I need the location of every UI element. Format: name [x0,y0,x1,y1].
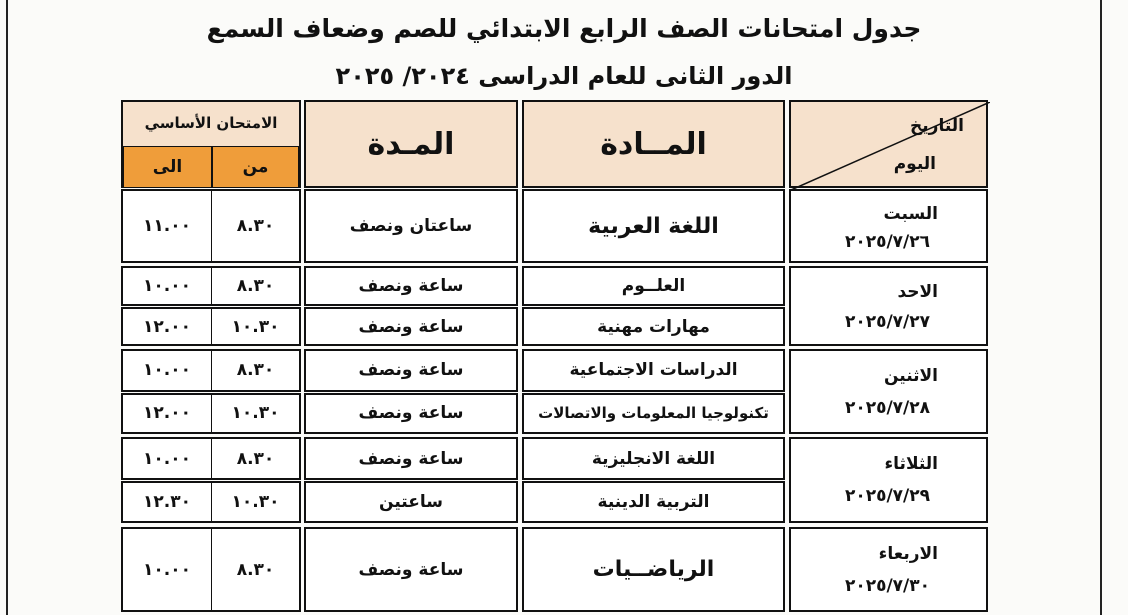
subject-name: العلــوم [621,276,686,296]
time-cells [121,307,301,346]
duration-cell [304,307,518,346]
header-duration-label: المـدة [367,126,455,162]
duration-cell [304,481,518,523]
time-cells [121,527,301,612]
day-name: الاثنين [883,366,938,386]
time-cells [121,266,301,306]
subject-cell [522,481,785,523]
end-time: ١١.٠٠ [123,191,212,261]
duration-value: ساعة ونصف [358,360,464,381]
subject-name: اللغة الانجليزية [591,448,716,469]
subject-name: التربية الدينية [597,492,710,512]
time-cells [121,189,301,263]
header-date-day [789,100,988,188]
end-time: ١٢.٠٠ [123,309,212,344]
header-to: الى [123,146,212,188]
end-time: ١٠.٠٠ [123,529,212,610]
header-main-exam-label: الامتحان الأساسي [144,114,278,132]
time-cells [121,437,301,480]
duration-value: ساعة ونصف [358,559,464,580]
header-subject [522,100,785,188]
subject-cell [522,393,785,435]
duration-cell [304,189,518,263]
time-cells [121,481,301,523]
end-time: ١٠.٠٠ [123,351,212,390]
page-subtitle: الدور الثانى للعام الدراسى ٢٠٢٤/ ٢٠٢٥ [335,62,793,90]
end-time: ١٠.٠٠ [123,268,212,304]
header-date-label: التاريخ [910,116,964,136]
duration-cell [304,527,518,612]
start-time: ٨.٣٠ [236,216,275,236]
subject-name: اللغة العربية [588,213,719,239]
subject-cell [522,437,785,480]
duration-value: ساعتين [379,492,443,512]
day-date: ٢٠٢٥/٧/٣٠ [844,576,930,596]
header-from: من [212,146,299,188]
header-subject-label: المــادة [600,126,707,162]
end-time: ١٠.٠٠ [123,439,212,478]
duration-value: ساعة ونصف [358,403,464,424]
subject-cell [522,349,785,392]
subject-cell [522,266,785,306]
header-main-exam [121,100,301,188]
time-cells [121,349,301,392]
subject-cell [522,307,785,346]
day-name: الاربعاء [878,544,938,564]
duration-value: ساعتان ونصف [349,216,473,236]
duration-value: ساعة ونصف [358,448,464,469]
day-date: ٢٠٢٥/٧/٢٦ [844,232,930,252]
duration-cell [304,266,518,306]
time-cells [121,393,301,435]
subject-cell [522,189,785,263]
page-title: جدول امتحانات الصف الرابع الابتدائي للصم وضعاف السمع [206,14,922,43]
page-border-left [6,0,8,615]
duration-cell [304,393,518,435]
start-time: ٨.٣٠ [236,276,275,296]
header-day-label: اليوم [893,154,936,174]
duration-cell [304,349,518,392]
subject-name: الرياضــيات [592,557,715,582]
day-date: ٢٠٢٥/٧/٢٩ [844,486,930,506]
day-date: ٢٠٢٥/٧/٢٧ [844,312,930,332]
start-time: ١٠.٣٠ [231,403,280,424]
subject-name: الدراسات الاجتماعية [569,360,738,381]
day-cell [789,437,988,523]
day-date: ٢٠٢٥/٧/٢٨ [844,398,930,418]
end-time: ١٢.٣٠ [123,483,212,521]
day-cell [789,349,988,434]
subject-name: مهارات مهنية [597,316,710,337]
start-time: ١٠.٣٠ [231,492,280,512]
day-name: السبت [883,204,938,224]
duration-value: ساعة ونصف [358,276,464,296]
subject-cell [522,527,785,612]
page-border-right [1100,0,1102,615]
start-time: ٨.٣٠ [236,559,275,580]
day-name: الثلاثاء [884,454,938,474]
header-duration [304,100,518,188]
duration-cell [304,437,518,480]
day-cell [789,527,988,612]
end-time: ١٢.٠٠ [123,395,212,433]
day-cell [789,189,988,263]
subject-name: تكنولوجيا المعلومات والاتصالات [538,404,769,423]
day-cell [789,266,988,346]
start-time: ١٠.٣٠ [231,316,280,337]
start-time: ٨.٣٠ [236,360,275,381]
duration-value: ساعة ونصف [358,316,464,337]
day-name: الاحد [897,282,938,302]
start-time: ٨.٣٠ [236,448,275,469]
